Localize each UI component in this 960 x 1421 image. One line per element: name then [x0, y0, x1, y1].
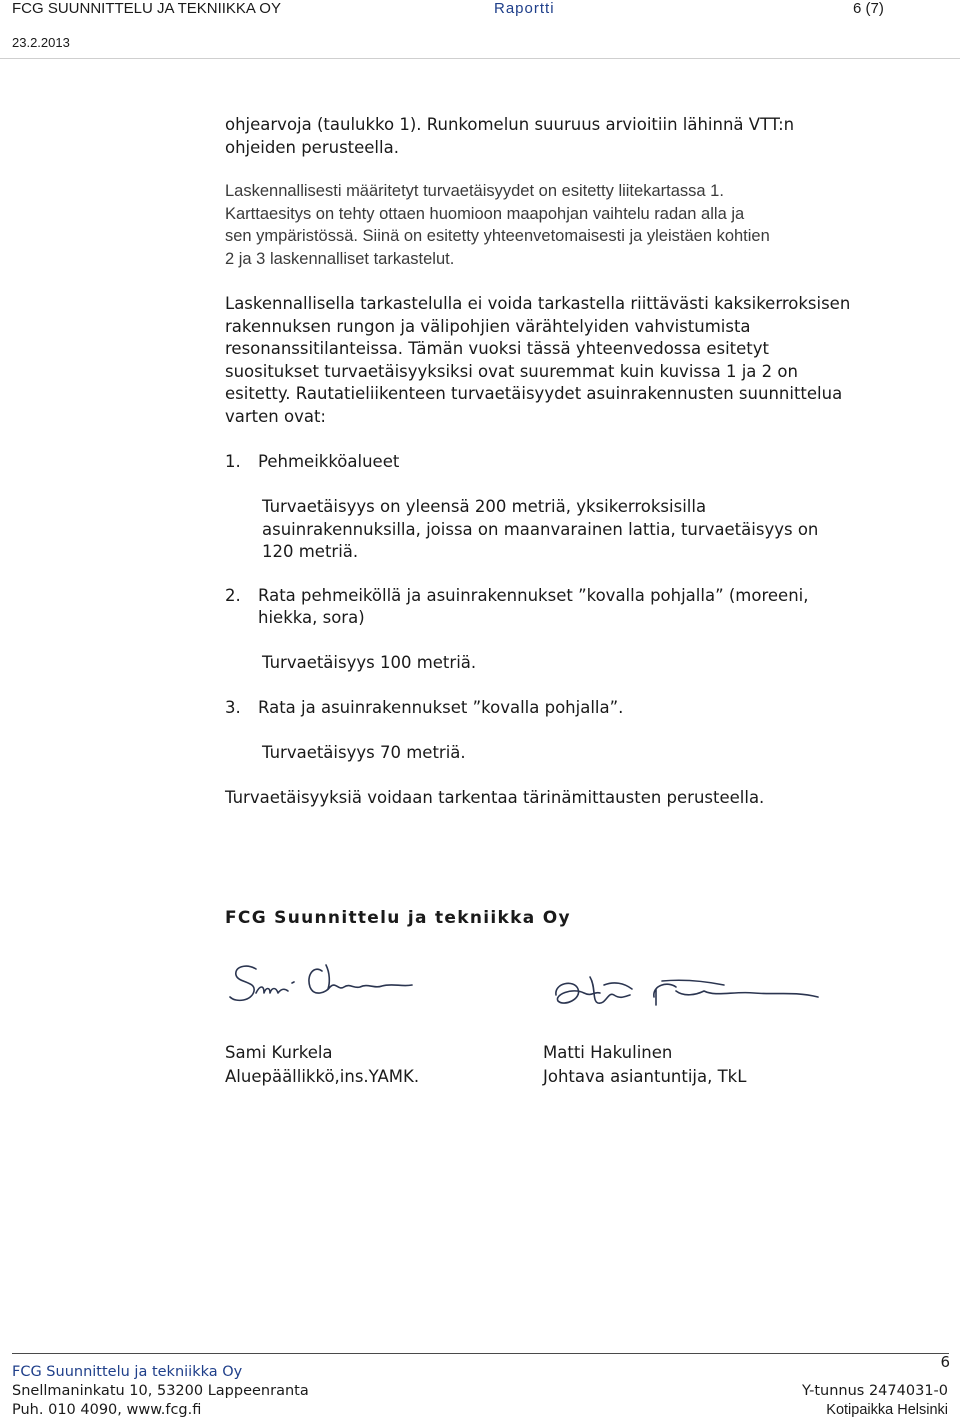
signer-name: Sami Kurkela [225, 1043, 333, 1062]
detail-line: 120 metriä. [262, 542, 359, 561]
signer-title: Johtava asiantuntija, TkL [543, 1067, 747, 1086]
paragraph-line: ohjeiden perusteella. [225, 137, 399, 157]
list-item-2-title-cont [225, 607, 365, 630]
list-title: hiekka, sora) [258, 608, 365, 627]
paragraph-2 [225, 180, 945, 270]
paragraph-line: 2 ja 3 laskennalliset tarkastelut. [225, 249, 455, 268]
header-doc-type: Raportti [494, 0, 555, 17]
list-title: Pehmeikköalueet [258, 452, 400, 471]
paragraph-line: resonanssitilanteissa. Tämän vuoksi tässä yhteenvedossa esitetyt [225, 339, 769, 358]
paragraph-line: sen ympäristössä. Siinä on esitetty yhteenvetomaisesti ja yleistäen kohtien [225, 227, 770, 245]
list-item-3-detail [262, 742, 466, 765]
footer-domicile: Kotipaikka Helsinki [826, 1402, 948, 1418]
header-divider [0, 58, 960, 59]
list-item-3 [225, 697, 624, 720]
header-company: FCG SUUNNITTELU JA TEKNIIKKA OY [12, 0, 281, 17]
paragraph-line: Laskennallisella tarkastelulla ei voida tarkastella riittävästi kaksikerroksisen [225, 294, 851, 313]
list-number: 1. [225, 452, 241, 471]
list-title: Rata pehmeiköllä ja asuinrakennukset ”kovalla pohjalla” (moreeni, [258, 586, 809, 605]
signer-2 [543, 1041, 746, 1089]
paragraph-line: Turvaetäisyyksiä voidaan tarkentaa tärinämittausten perusteella. [225, 788, 765, 807]
paragraph-line: Laskennallisesti määritetyt turvaetäisyydet on esitetty liitekartassa 1. [225, 182, 724, 200]
footer-contact: Puh. 010 4090, www.fcg.fi [12, 1402, 202, 1418]
signer-title: Aluepäällikkö,ins.YAMK. [225, 1067, 420, 1086]
signature-image-1 [226, 955, 446, 1013]
footer-address: Snellmaninkatu 10, 53200 Lappeenranta [12, 1383, 309, 1399]
detail-line: asuinrakennuksilla, joissa on maanvarainen lattia, turvaetäisyys on [262, 519, 819, 539]
list-item-1 [225, 451, 400, 474]
list-number: 2. [225, 586, 241, 605]
paragraph-line: varten ovat: [225, 406, 326, 426]
paragraph-line: Karttaesitys on tehty ottaen huomioon maapohjan vaihtelu radan alla ja [225, 204, 745, 223]
list-item-1-detail [262, 496, 818, 564]
detail-line: Turvaetäisyys 100 metriä. [262, 653, 477, 672]
signature-company: FCG Suunnittelu ja tekniikka Oy [225, 908, 571, 928]
paragraph-line: rakennuksen rungon ja välipohjien värähtelyiden vahvistumista [225, 316, 751, 336]
paragraph-line: suositukset turvaetäisyyksiksi ovat suuremmat kuin kuvissa 1 ja 2 on [225, 361, 798, 381]
footer-page-number: 6 [940, 1353, 950, 1371]
footer-business-id: Y-tunnus 2474031-0 [801, 1383, 948, 1399]
list-title: Rata ja asuinrakennukset ”kovalla pohjalla”. [258, 698, 624, 717]
list-number: 3. [225, 698, 241, 717]
signer-1 [225, 1041, 419, 1089]
signature-image-2 [544, 967, 826, 1019]
list-item-2 [225, 585, 809, 608]
paragraph-3 [225, 293, 945, 428]
list-item-2-detail [262, 652, 476, 675]
detail-line: Turvaetäisyys on yleensä 200 metriä, yksikerroksisilla [262, 497, 707, 516]
footer-divider [12, 1353, 949, 1354]
paragraph-line: esitetty. Rautatieliikenteen turvaetäisyydet asuinrakennusten suunnittelua [225, 384, 843, 403]
header-page-count: 6 (7) [853, 0, 884, 17]
paragraph-1 [225, 114, 945, 159]
detail-line: Turvaetäisyys 70 metriä. [262, 743, 466, 762]
header-date: 23.2.2013 [12, 35, 70, 50]
signer-name: Matti Hakulinen [543, 1043, 673, 1062]
closing-paragraph [225, 787, 945, 810]
paragraph-line: ohjearvoja (taulukko 1). Runkomelun suuruus arvioitiin lähinnä VTT:n [225, 115, 795, 134]
footer-company: FCG Suunnittelu ja tekniikka Oy [12, 1364, 243, 1380]
